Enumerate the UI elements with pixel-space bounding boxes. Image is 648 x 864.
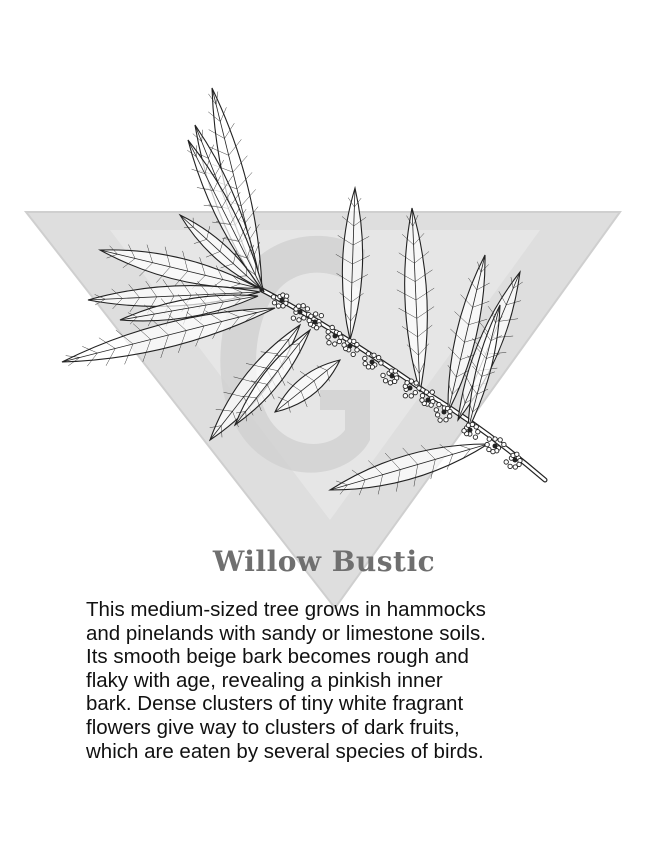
flower-center xyxy=(408,386,413,391)
flower-center xyxy=(298,310,303,315)
flower-bud xyxy=(508,464,512,468)
flower-bud xyxy=(383,379,387,383)
flower-bud xyxy=(430,390,434,394)
flower-bud xyxy=(363,356,367,360)
flower-bud xyxy=(296,304,300,308)
flower-center xyxy=(313,320,318,325)
description-line: flowers give way to clusters of dark fruits, xyxy=(86,715,460,739)
flower-bud xyxy=(487,437,491,441)
flower-bud xyxy=(476,430,480,434)
flower-bud xyxy=(420,393,424,397)
flower-bud xyxy=(437,402,441,406)
flower-bud xyxy=(515,452,519,456)
flower-bud xyxy=(473,435,477,439)
flower-center xyxy=(426,398,431,403)
flower-bud xyxy=(326,330,330,334)
flower-bud xyxy=(309,314,313,318)
flower-bud xyxy=(366,352,370,356)
flower-bud xyxy=(326,335,330,339)
flower-center xyxy=(468,428,473,433)
flower-bud xyxy=(417,386,421,390)
description-paragraph xyxy=(86,598,586,763)
flower-bud xyxy=(339,335,343,339)
flower-bud xyxy=(388,381,392,385)
flower-bud xyxy=(301,304,305,308)
flower-bud xyxy=(281,304,285,308)
flower-bud xyxy=(313,312,317,316)
flower-bud xyxy=(272,301,276,305)
flower-bud xyxy=(314,326,318,330)
flower-bud xyxy=(327,341,331,345)
flower-bud xyxy=(351,352,355,356)
flower-bud xyxy=(319,313,323,317)
flower-bud xyxy=(493,437,497,441)
flower-bud xyxy=(284,294,288,298)
flower-bud xyxy=(363,361,367,365)
flower-center xyxy=(513,458,518,463)
flower-bud xyxy=(513,465,517,469)
flower-bud xyxy=(302,316,306,320)
flower-center xyxy=(348,344,353,349)
flower-bud xyxy=(307,318,311,322)
flower-bud xyxy=(405,381,409,385)
leaf-midrib xyxy=(330,444,488,490)
flower-bud xyxy=(409,394,413,398)
flower-bud xyxy=(474,425,478,429)
flower-bud xyxy=(376,355,380,359)
flower-bud xyxy=(444,418,448,422)
flower-bud xyxy=(438,418,442,422)
flower-bud xyxy=(342,343,346,347)
flower-bud xyxy=(330,325,334,329)
flower-bud xyxy=(392,379,396,383)
flower-bud xyxy=(414,381,418,385)
description-line: This medium-sized tree grows in hammocks xyxy=(86,598,486,621)
description-line: flaky with age, revealing a pinkish inner xyxy=(86,668,443,692)
flower-bud xyxy=(271,295,275,299)
flower-bud xyxy=(487,447,491,451)
flower-center xyxy=(442,410,447,415)
flower-bud xyxy=(504,460,508,464)
flower-bud xyxy=(305,307,309,311)
flower-bud xyxy=(424,390,428,394)
flower-bud xyxy=(381,373,385,377)
flower-bud xyxy=(448,409,452,413)
flower-center xyxy=(333,334,338,339)
flower-bud xyxy=(355,342,359,346)
page-title: Willow Bustic xyxy=(212,545,436,578)
flower-bud xyxy=(276,304,280,308)
flower-bud xyxy=(420,398,424,402)
flower-bud xyxy=(291,316,295,320)
flower-bud xyxy=(393,369,397,373)
flower-bud xyxy=(485,442,489,446)
flower-center xyxy=(493,444,498,449)
flower-bud xyxy=(462,429,466,433)
flower-bud xyxy=(429,403,433,407)
flower-bud xyxy=(372,353,376,357)
description-line: and pinelands with sandy or limestone soils. xyxy=(86,621,486,645)
flower-bud xyxy=(447,414,451,418)
description-line: Its smooth beige bark becomes rough and xyxy=(86,645,469,669)
flower-bud xyxy=(435,413,439,417)
flower-bud xyxy=(337,339,341,343)
description-line: bark. Dense clusters of tiny white fragrant xyxy=(86,692,464,716)
flower-bud xyxy=(297,318,301,322)
description-line: which are eaten by several species of birds. xyxy=(86,739,484,763)
flower-bud xyxy=(498,438,502,442)
flower-bud xyxy=(403,394,407,398)
flower-bud xyxy=(379,361,383,365)
flower-center xyxy=(280,298,285,303)
flower-bud xyxy=(434,408,438,412)
flower-center xyxy=(390,374,395,379)
flower-bud xyxy=(502,442,506,446)
flower-bud xyxy=(409,379,413,383)
flower-bud xyxy=(355,348,359,352)
flower-bud xyxy=(333,342,337,346)
flower-center xyxy=(370,360,375,365)
flower-bud xyxy=(413,390,417,394)
